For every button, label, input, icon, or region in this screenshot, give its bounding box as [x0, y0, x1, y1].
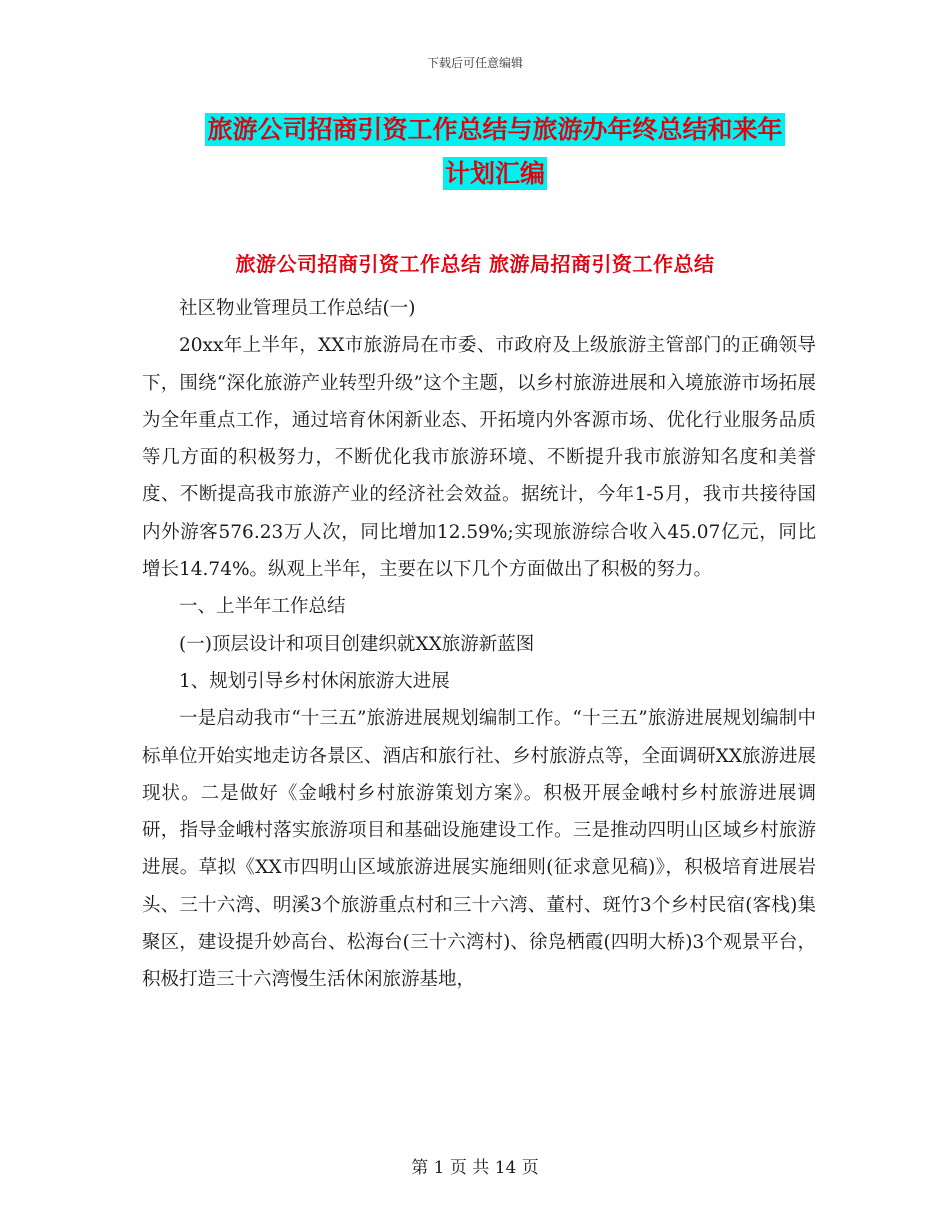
- body-paragraph: (一)顶层设计和项目创建织就XX旅游新蓝图: [179, 633, 535, 655]
- page-header-note: 下载后可任意编辑: [426, 56, 523, 70]
- body-paragraph: 一是启动我市“十三五”旅游进展规划编制工作。“十三五”旅游进展规划编制中标单位开始实地走访各景区、酒店和旅行社、乡村旅游点等，全面调研XX旅游进展现状。二是做好《金峨村乡村旅游策划方案》。积极开展金峨村乡村旅游进展调研，指导金峨村落实旅游项目和基础设施建设工作。三是推动四明山区域乡村旅游进展。草拟《XX市四明山区域旅游进展实施细则(征求意见稿)》，积极培育进展岩头、三十六湾、明溪3个旅游重点村和三十六湾、董村、斑竹3个乡村民宿(客栈)集聚区，建设提升妙高台、松海台(三十六湾村)、徐凫栖霞(四明大桥)3个观景平台，积极打造三十六湾慢生活休闲旅游基地，: [142, 708, 816, 991]
- section-subtitle: 旅游公司招商引资工作总结 旅游局招商引资工作总结: [235, 252, 715, 276]
- body-paragraph: 1、规划引导乡村休闲旅游大进展: [179, 670, 450, 692]
- document-title-line-1: 旅游公司招商引资工作总结与旅游办年终总结和来年: [207, 115, 783, 144]
- document-title: [130, 108, 860, 196]
- page-footer: 第 1 页 共 14 页: [411, 1158, 539, 1178]
- body-paragraph: 20xx年上半年，XX市旅游局在市委、市政府及上级旅游主管部门的正确领导下，围绕“深化旅游产业转型升级”这个主题，以乡村旅游进展和入境旅游市场拓展为全年重点工作，通过培育休闲新业态、开拓境内外客源市场、优化行业服务品质等几方面的积极努力，不断优化我市旅游环境、不断提升我市旅游知名度和美誉度、不断提高我市旅游产业的经济社会效益。据统计，今年1-5月，我市共接待国内外游客576.23万人次，同比增加12.59%;实现旅游综合收入45.07亿元，同比增长14.74%。纵观上半年，主要在以下几个方面做出了积极的努力。: [142, 335, 816, 581]
- body-paragraph: 一、上半年工作总结: [179, 596, 346, 618]
- document-title-line-2: 计划汇编: [444, 159, 545, 188]
- body-paragraph: 社区物业管理员工作总结(一): [179, 298, 416, 319]
- document-body: [142, 290, 816, 999]
